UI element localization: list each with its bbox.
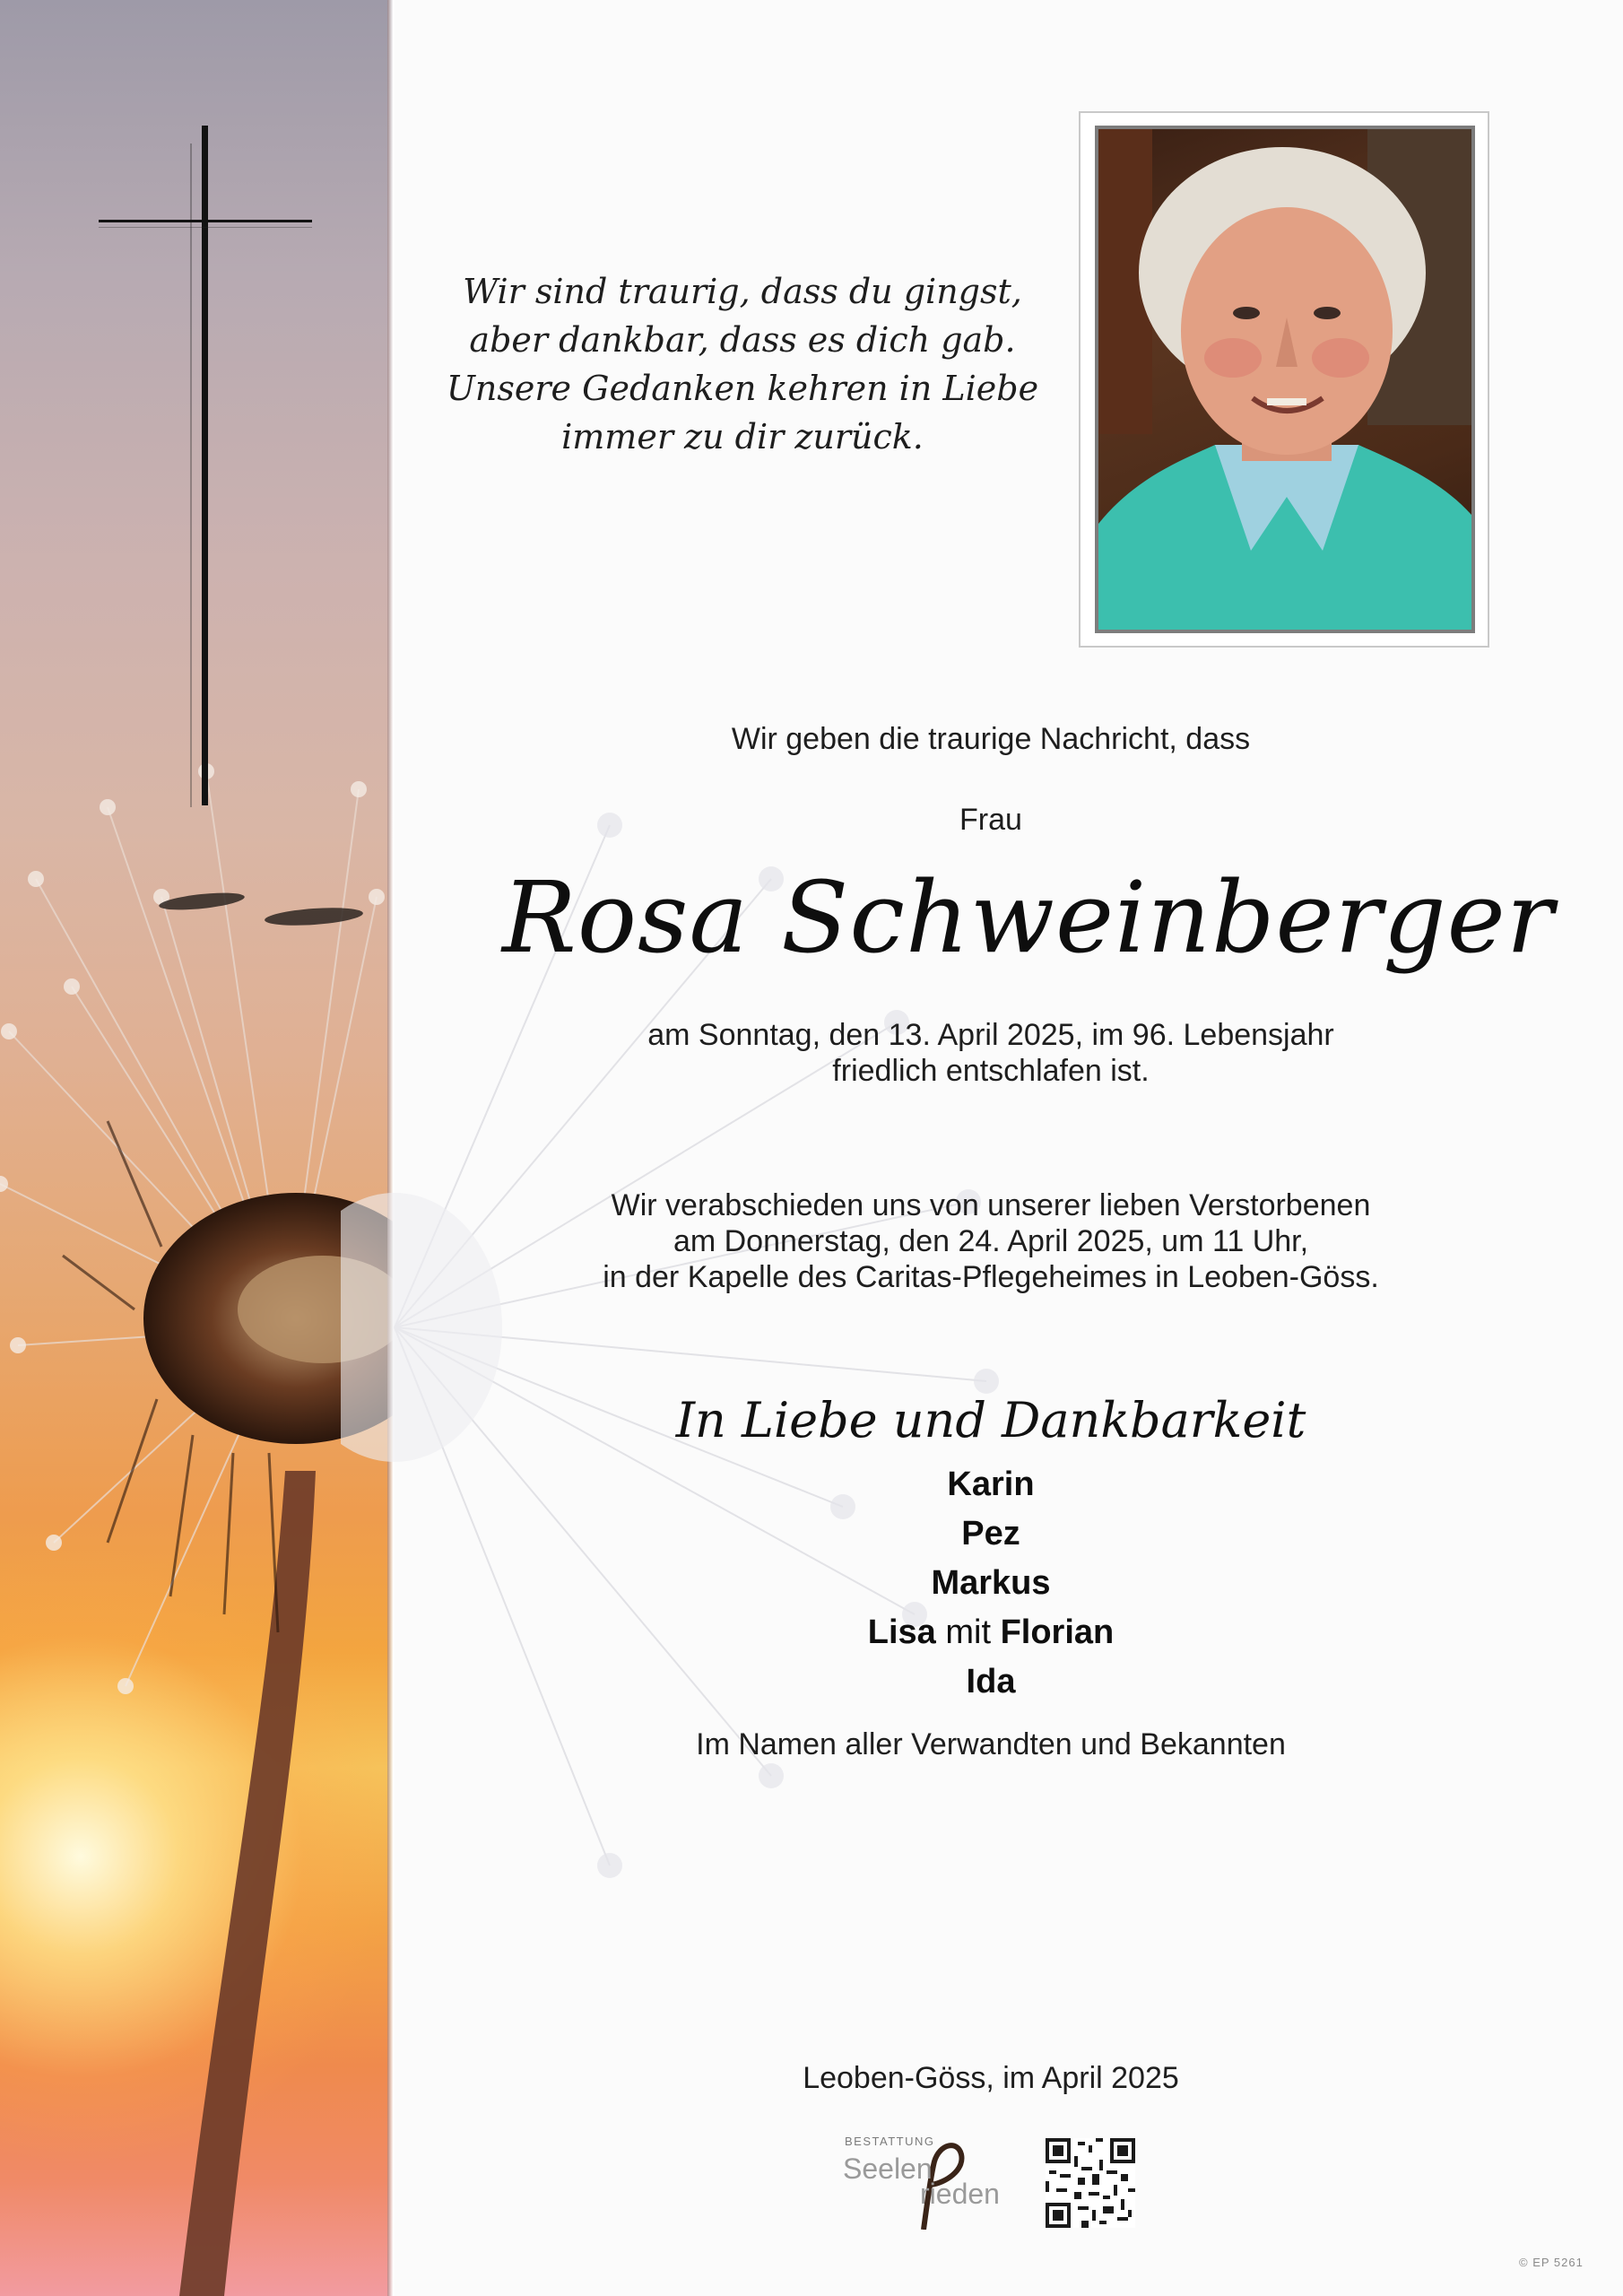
quote-line: aber dankbar, dass es dich gab.	[469, 320, 1016, 360]
quote-line: Unsere Gedanken kehren in Liebe	[446, 369, 1039, 408]
print-code: © EP 5261	[1519, 2256, 1584, 2269]
mourner-name	[619, 1460, 1363, 1509]
mourner-name-text: Karin	[947, 1465, 1035, 1503]
announcement-intro: Wir geben die traurige Nachricht, dass	[731, 722, 1251, 756]
cross-beam	[99, 220, 312, 222]
dandelion-illustration	[0, 0, 393, 2296]
cross-beam-shadow	[99, 227, 312, 228]
portrait-illustration	[1098, 129, 1471, 630]
mourner-joiner: mit	[945, 1613, 991, 1651]
funeral-line: in der Kapelle des Caritas-Pflegeheimes in Leoben-Göss.	[603, 1260, 1379, 1294]
death-line: am Sonntag, den 13. April 2025, im 96. Lebensjahr	[647, 1018, 1334, 1052]
mourner-name-text: Pez	[961, 1515, 1020, 1552]
relatives-line: Im Namen aller Verwandten und Bekannten	[696, 1727, 1286, 1761]
funeral-home-logo	[841, 2131, 1020, 2230]
portrait-frame	[1079, 111, 1489, 648]
mourner-name	[619, 1657, 1363, 1707]
funeral-line: Wir verabschieden uns von unserer lieben Verstorbenen	[611, 1188, 1371, 1222]
portrait-photo	[1095, 126, 1475, 633]
logo-word: rieden	[920, 2178, 1000, 2210]
deceased-name: Rosa Schweinberger	[502, 860, 1555, 975]
funeral-details	[502, 1187, 1480, 1295]
mourner-name	[619, 1608, 1363, 1657]
honorific: Frau	[959, 803, 1022, 837]
mourner-name-text: Florian	[1000, 1613, 1115, 1651]
logo-caption: BESTATTUNG	[845, 2135, 935, 2148]
memorial-quote	[429, 267, 1056, 461]
funeral-line: am Donnerstag, den 24. April 2025, um 11 Uhr,	[673, 1224, 1309, 1258]
quote-line: immer zu dir zurück.	[561, 417, 924, 457]
mourner-name	[619, 1509, 1363, 1559]
cross-shadow	[190, 144, 192, 807]
mourners-heading: In Liebe und Dankbarkeit	[675, 1392, 1306, 1448]
qr-code-icon[interactable]	[1046, 2138, 1135, 2228]
sunset-dandelion-panel	[0, 0, 393, 2296]
mourner-name	[619, 1559, 1363, 1608]
logo-word: Seelen	[843, 2152, 933, 2185]
death-details	[529, 1017, 1453, 1089]
place-date: Leoben-Göss, im April 2025	[803, 2061, 1179, 2095]
mourner-name-text: Lisa	[867, 1613, 936, 1651]
quote-line: Wir sind traurig, dass du gingst,	[463, 272, 1022, 311]
mourner-name-text: Markus	[931, 1564, 1051, 1602]
death-line: friedlich entschlafen ist.	[832, 1054, 1150, 1088]
mourner-name-text: Ida	[966, 1663, 1016, 1700]
mourners-list	[619, 1460, 1363, 1707]
